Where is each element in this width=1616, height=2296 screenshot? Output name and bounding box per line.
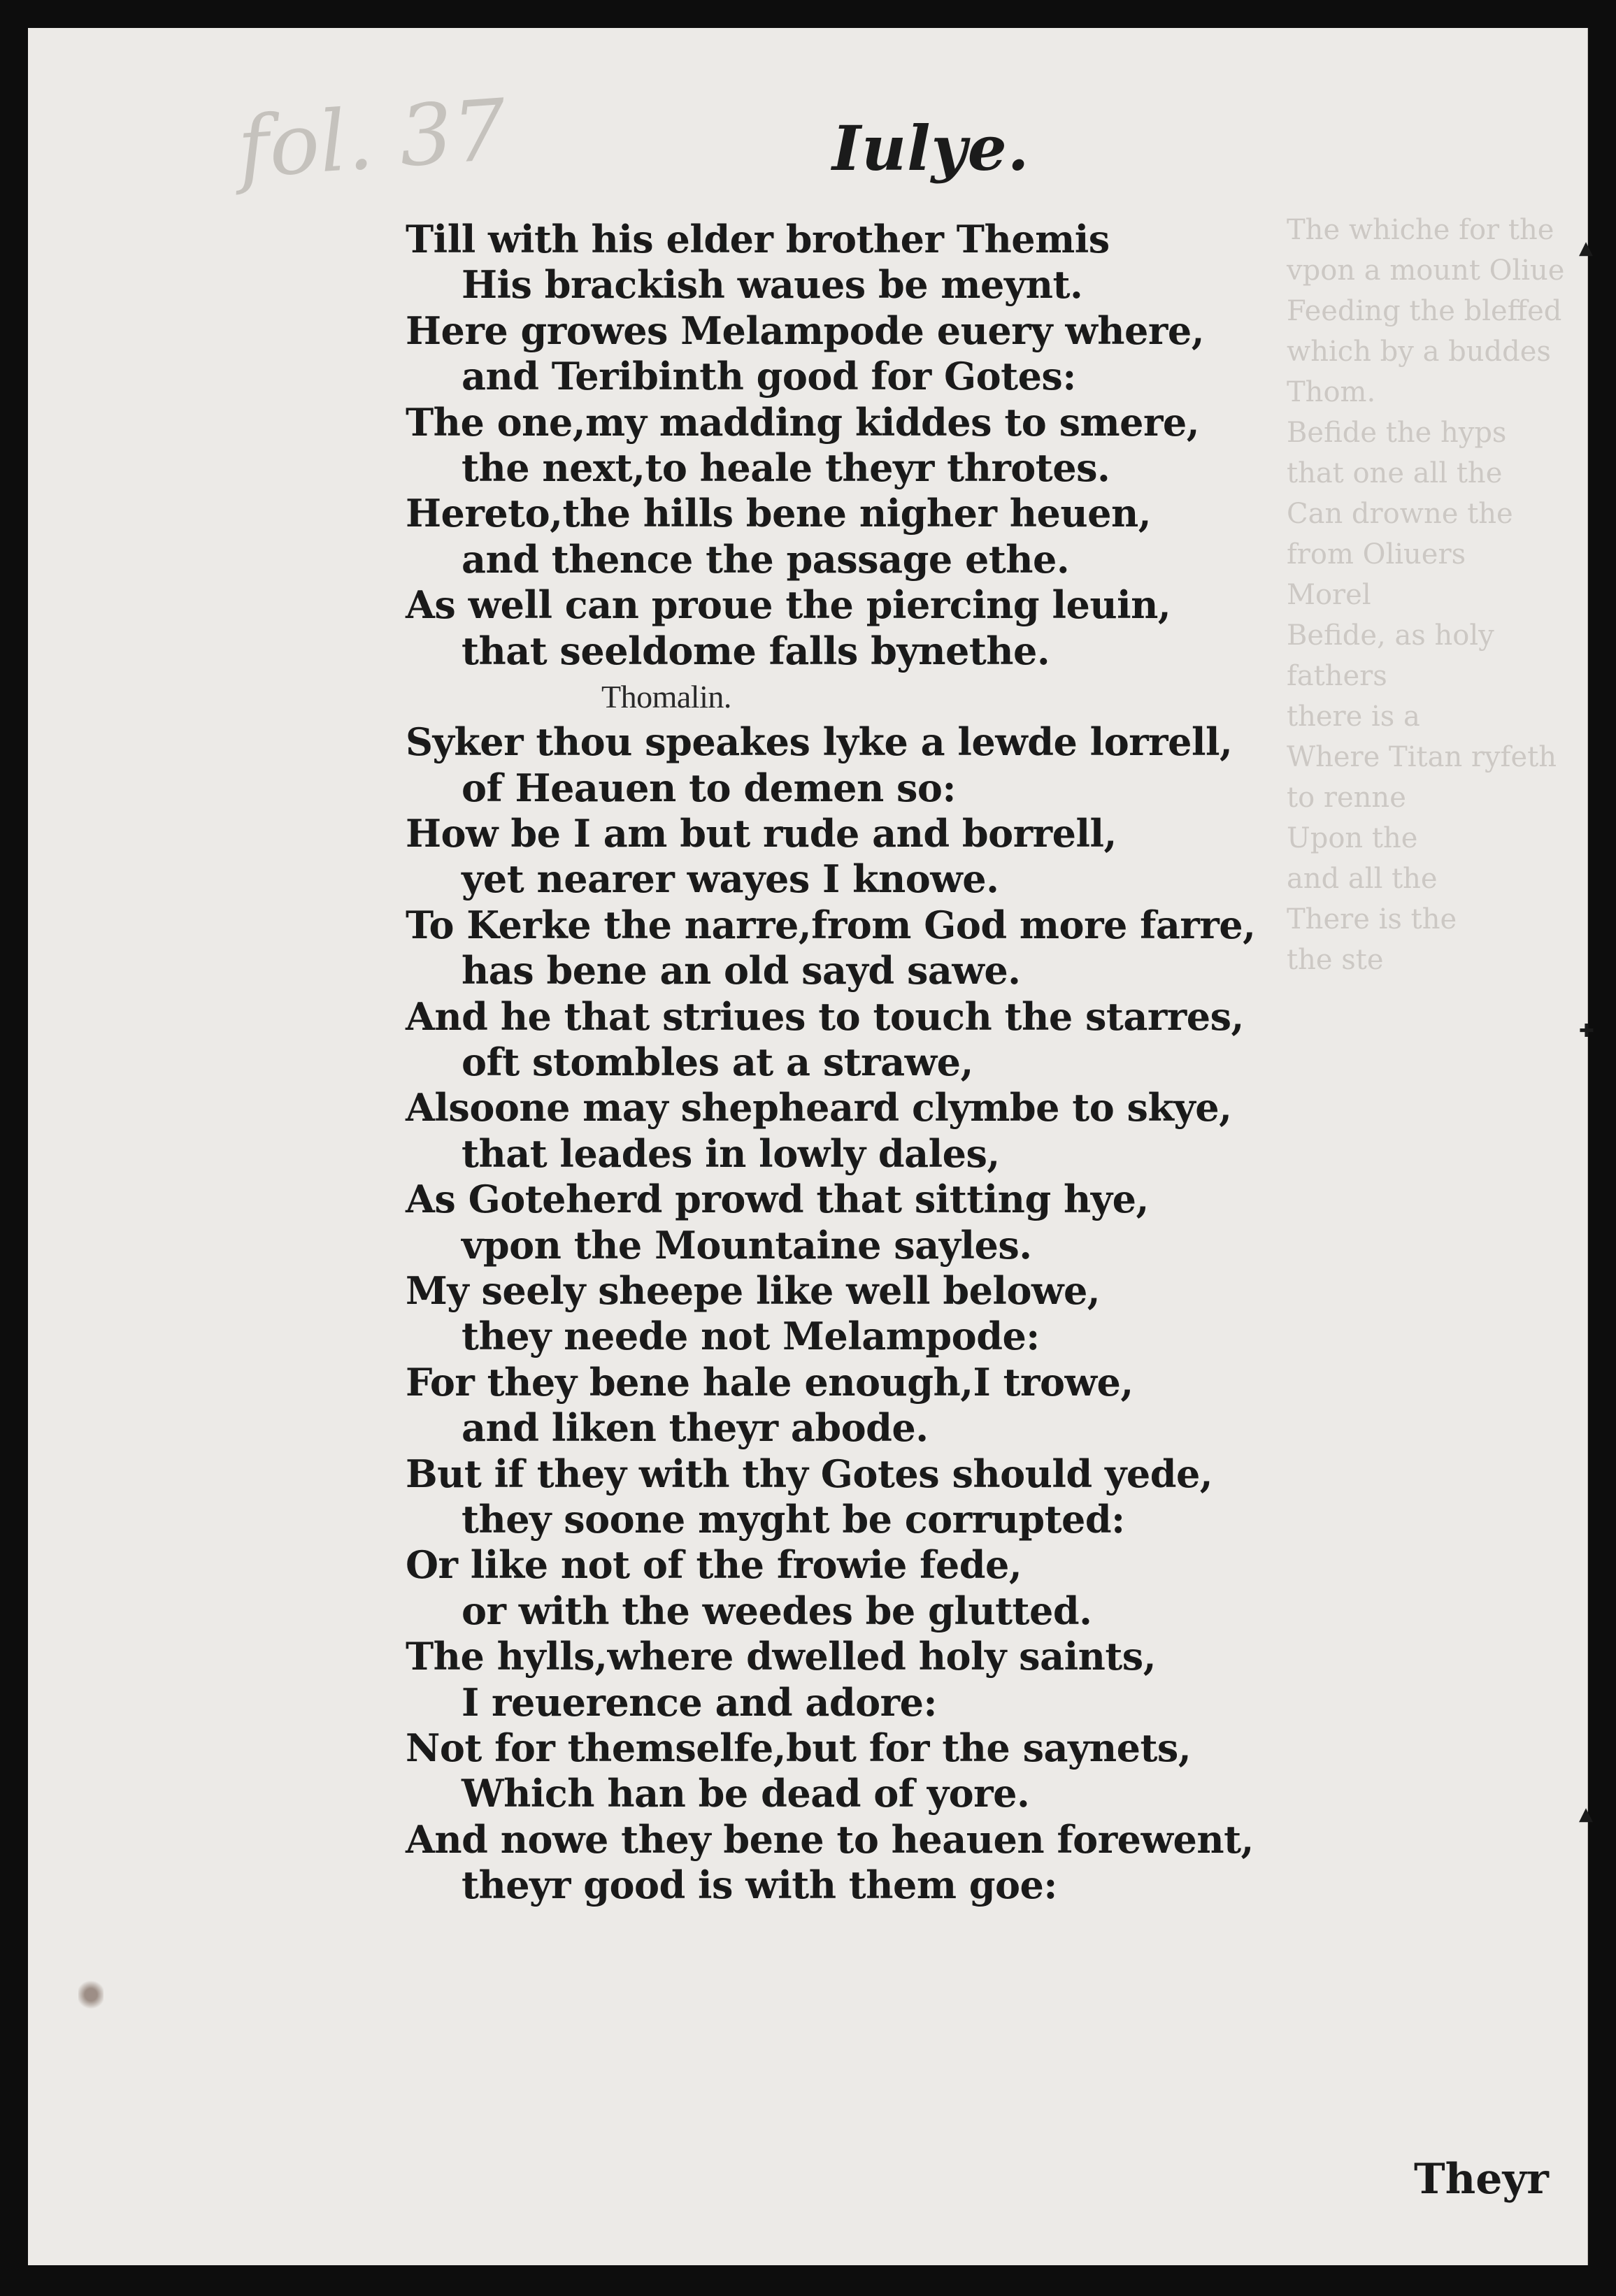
poem-line: As Goteherd prowd that sitting hye, bbox=[406, 1177, 1149, 1222]
poem-line: For they bene hale enough,I trowe, bbox=[406, 1359, 1134, 1405]
poem-line: Till with his elder brother Themis bbox=[406, 217, 1110, 261]
speaker-name: Thomalin. bbox=[601, 678, 731, 715]
folio-note: fol. 37 bbox=[234, 81, 510, 198]
poem-line: Alsoone may shepheard clymbe to skye, bbox=[406, 1085, 1232, 1131]
ink-blot bbox=[78, 1979, 103, 2011]
poem-line: Or like not of the frowie fede, bbox=[406, 1542, 1022, 1588]
poem-line: To Kerke the narre,from God more farre, bbox=[406, 902, 1256, 947]
poem-line: theyr good is with them goe: bbox=[462, 1863, 1057, 1908]
poem-line: And he that striues to touch the starres, bbox=[406, 993, 1244, 1039]
poem-line: that seeldome falls bynethe. bbox=[462, 628, 1050, 673]
poem-line: the next,to heale theyr throtes. bbox=[462, 445, 1110, 490]
poem-line: His brackish waues be meynt. bbox=[462, 262, 1083, 308]
poem-line: has bene an old sayd sawe. bbox=[462, 948, 1021, 993]
poem-line: that leades in lowly dales, bbox=[462, 1131, 1000, 1176]
book-page bbox=[28, 28, 1594, 2265]
poem-line: and thence the passage ethe. bbox=[462, 536, 1070, 582]
page-title: Iulye. bbox=[832, 112, 1030, 185]
poem-line: yet nearer wayes I knowe. bbox=[462, 856, 999, 902]
poem-line: The one,my madding kiddes to smere, bbox=[406, 399, 1200, 445]
margin-tick-mark: ▲ bbox=[1579, 238, 1593, 259]
poem-line: Hereto,the hills bene nigher heuen, bbox=[406, 491, 1152, 536]
poem-line: I reuerence and adore: bbox=[462, 1679, 937, 1725]
poem-line: and liken theyr abode. bbox=[462, 1405, 929, 1451]
poem-line: How be I am but rude and borrell, bbox=[406, 811, 1117, 856]
poem-line: they neede not Melampode: bbox=[462, 1314, 1040, 1359]
poem-line: and Teribinth good for Gotes: bbox=[462, 354, 1076, 399]
poem-line: Here growes Melampode euery where, bbox=[406, 308, 1205, 353]
poem-line: they soone myght be corrupted: bbox=[462, 1496, 1125, 1542]
poem-line: The hylls,where dwelled holy saints, bbox=[406, 1634, 1156, 1679]
poem-line: or with the weedes be glutted. bbox=[462, 1588, 1092, 1633]
poem-line: oft stombles at a strawe, bbox=[462, 1040, 973, 1085]
catchword: Theyr bbox=[1414, 2155, 1549, 2204]
poem-line: vpon the Mountaine sayles. bbox=[462, 1222, 1032, 1268]
poem-line: Syker thou speakes lyke a lewde lorrell, bbox=[406, 719, 1233, 765]
poem-line: As well can proue the piercing leuin, bbox=[406, 582, 1171, 628]
bleed-through-text: The whiche for the vpon a mount Oliue Feeding the bleffed which by a buddes Thom. Befide the hyps that one all the Can drowne the from Oliuers Morel Befide, as holy fathers there is a Where Titan ryfeth to renne Upon the and all the There is the the ste bbox=[1287, 214, 1565, 976]
poem-line: of Heauen to demen so: bbox=[462, 765, 956, 810]
margin-tick-mark: ▲ bbox=[1579, 1804, 1593, 1825]
poem-line: Which han be dead of yore. bbox=[462, 1771, 1030, 1816]
poem-line: But if they with thy Gotes should yede, bbox=[406, 1451, 1213, 1496]
poem-body bbox=[406, 217, 1454, 1908]
poem-line: My seely sheepe like well belowe, bbox=[406, 1268, 1101, 1313]
poem-line: Not for themselfe,but for the saynets, bbox=[406, 1725, 1192, 1770]
margin-tick-mark: ✚ bbox=[1579, 1021, 1594, 1042]
poem-line: And nowe they bene to heauen forewent, bbox=[406, 1816, 1254, 1862]
